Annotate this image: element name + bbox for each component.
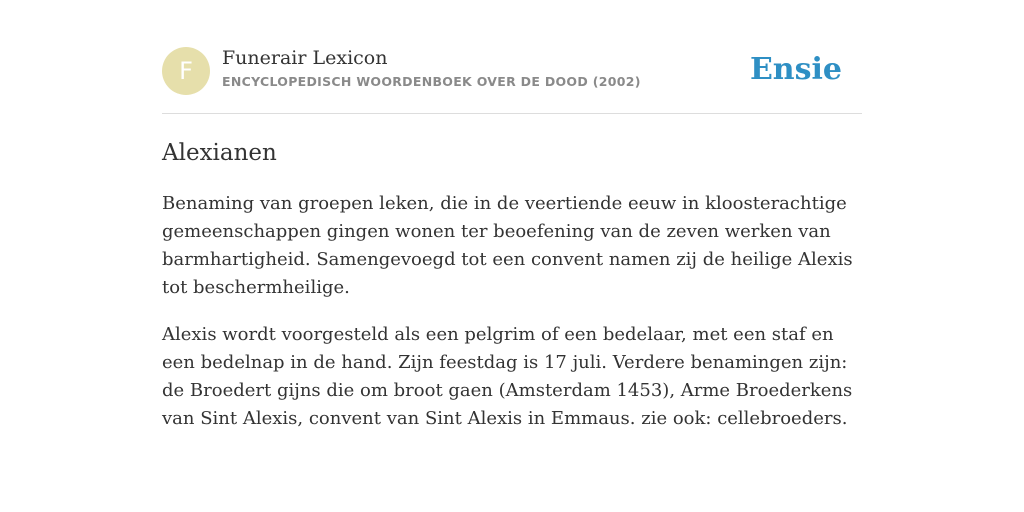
header-divider [162,113,862,114]
source-title[interactable]: Funerair Lexicon [222,47,388,69]
article-body [162,190,862,452]
article-title: Alexianen [162,140,277,166]
source-header [162,46,862,96]
article-paragraph: Benaming van groepen leken, die in de veertiende eeuw in kloosterachtige gemeenschappen gingen wonen ter beoefening van de zeven werken van barmhartigheid. Samengevoegd tot een convent namen zij de heilige Alexis tot beschermheilige. [162,193,853,298]
source-avatar[interactable]: F [162,47,210,95]
source-subtitle: ENCYCLOPEDISCH WOORDENBOEK OVER DE DOOD (2002) [222,74,641,89]
article-paragraph: Alexis wordt voorgesteld als een pelgrim of een bedelaar, met een staf en een bedelnap in de hand. Zijn feestdag is 17 juli. Verdere benamingen zijn: de Broedert gijns die om broot gaen (Amsterdam 1453), Arme Broederkens van Sint Alexis, convent van Sint Alexis in Emmaus. zie ook: cellebroeders. [162,324,853,429]
ensie-logo[interactable]: Ensie [749,52,842,87]
